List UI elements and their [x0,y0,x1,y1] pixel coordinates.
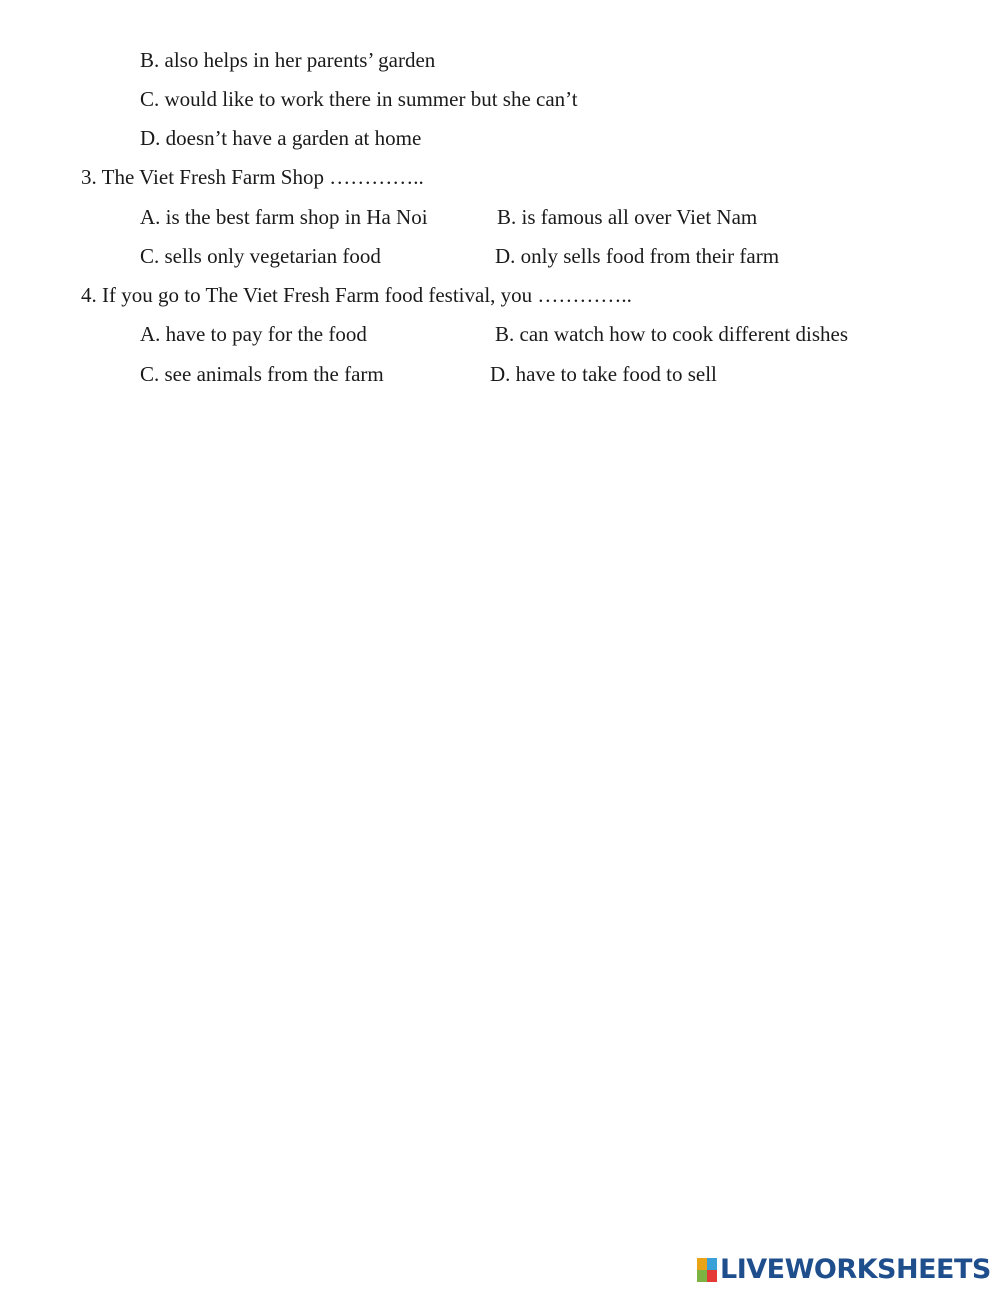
q2-option-b: B. also helps in her parents’ garden [140,48,436,72]
q3-option-d: D. only sells food from their farm [495,244,780,268]
q3-option-c: C. sells only vegetarian food [140,244,381,268]
logo-tile-1 [697,1258,707,1270]
q4-option-c: C. see animals from the farm [140,362,384,386]
q2-option-c: C. would like to work there in summer but she can’t [140,87,578,111]
q2-option-d: D. doesn’t have a garden at home [140,126,422,150]
q4-option-d: D. have to take food to sell [490,362,717,386]
q4-option-b: B. can watch how to cook different dishes [495,322,849,346]
liveworksheets-logo [697,1255,991,1285]
logo-text: LIVEWORKSHEETS [720,1254,991,1285]
logo-tile-2 [707,1258,717,1270]
q3-question: 3. The Viet Fresh Farm Shop ………….. [81,165,424,189]
q4-option-a: A. have to pay for the food [140,322,367,346]
q3-option-a: A. is the best farm shop in Ha Noi [140,205,428,229]
q4-question: 4. If you go to The Viet Fresh Farm food festival, you ………….. [81,283,632,307]
logo-tiles-icon [697,1258,717,1282]
q3-option-b: B. is famous all over Viet Nam [497,205,758,229]
logo-tile-3 [697,1270,707,1282]
logo-tile-4 [707,1270,717,1282]
